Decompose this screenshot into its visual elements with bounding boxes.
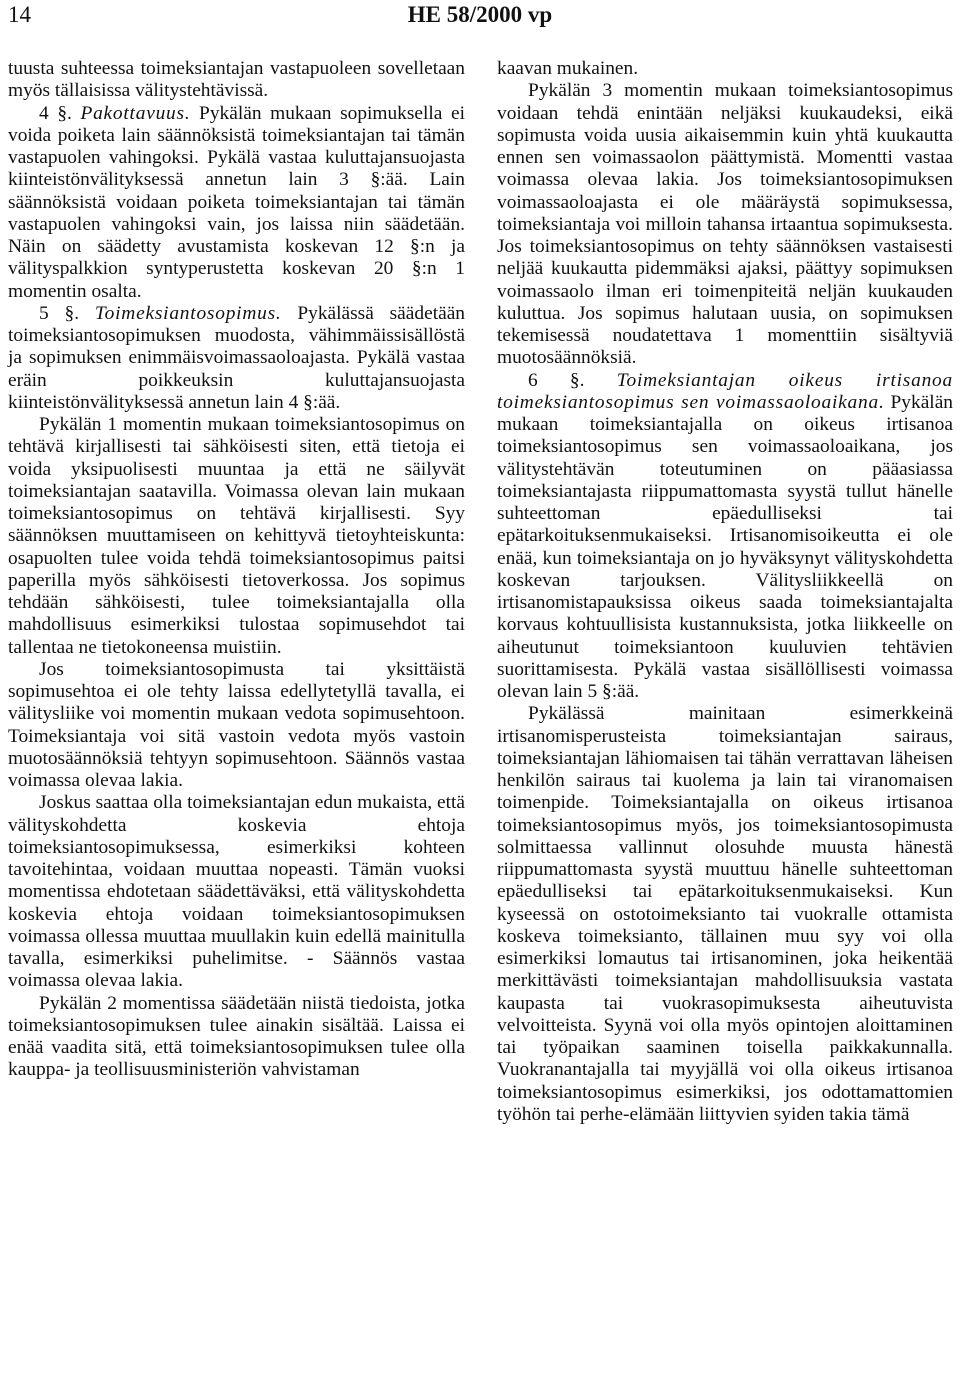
paragraph: Pykälän 2 momentissa säädetään niistä tiedoista, jotka toimeksiantosopimuksen tulee ainakin sisältää. Laissa ei enää vaadita sitä, että toimeksiantosopimuksen tulee olla kauppa- ja teollisuusministeriön vahvistaman [8, 992, 465, 1081]
right-column [497, 58, 953, 1126]
section-title: Toimeksiantajan oikeus irtisanoa toimeksiantosopimus sen voimassaoloaikana. [497, 369, 953, 413]
paragraph-section-6: 6 §. Toimeksiantajan oikeus irtisanoa toimeksiantosopimus sen voimassaoloaikana. Pykälän mukaan toimeksiantajalla on oikeus irtisanoa toimeksiantosopimus sen voimassaoloaikana, jos välitystehtävän toteutuminen on pääasiassa toimeksiantajasta riippumattomasta syystä tullut hänelle suhteettoman epäedulliseksi tai epätarkoituksenmukaiseksi. Irtisanomisoikeutta ei ole enää, kun toimeksiantaja on jo hyväksynyt välityskohdetta koskevan tarjouksen. Välitysliikkeellä on irtisanomistapauksissa oikeus saada toimeksiantajalta korvaus kohtuullisista kustannuksista, jotka liikkeelle on aiheutunut toimeksiantoon kuuluvien tehtävien suorittamisesta. Pykälä vastaa sisällöllisesti voimassa olevan lain 5 §:ää. [497, 369, 953, 702]
paragraph: Pykälässä mainitaan esimerkkeinä irtisanomisperusteista toimeksiantajan sairaus, toimeksiantajan lähiomaisen tai tähän verrattavan läheisen henkilön sairaus tai kuolema ja lain tai viranomaisen toimenpide. Toimeksiantajalla on oikeus irtisanoa toimeksiantosopimus myös, jos toimeksiantosopimusta solmittaessa vallinnut olosuhde muusta hänestä riippumattomasta syystä muuttuu hänelle suhteettoman epäedulliseksi tai epätarkoituksenmukaiseksi. Kun kyseessä on ostotoimeksianto tai vuokralle ottamista koskeva toimeksianto, tällainen muu syy voi olla esimerkiksi lomautus tai irtisanominen, joka heikentää merkittävästi toimeksiantajan mahdollisuuksia vastata kaupasta tai vuokrasopimuksesta aiheutuvista velvoitteista. Syynä voi olla myös opintojen aloittaminen tai työpaikan saaminen toisella paikkakunnalla. Vuokranantajalla tai myyjällä voi olla oikeus irtisanoa toimeksiantosopimus esimerkiksi, jos odottamattomien työhön tai perhe-elämään liittyvien syiden takia tämä [497, 703, 953, 1125]
page-header [0, 0, 960, 40]
paragraph: Joskus saattaa olla toimeksiantajan edun mukaista, että välityskohdetta koskevia ehtoja toimeksiantosopimuksessa, esimerkiksi kohteen tavoitehintaa, voidaan muuttaa nopeasti. Tämän vuoksi momentissa ehdotetaan säädettäväksi, että välityskohdetta koskevia ehtoja voidaan toimeksiantosopimuksen voimassa ollessa muuttaa muullakin kuin edellä mainitulla tavalla, esimerkiksi puhelimitse. - Säännös vastaa voimassa olevaa lakia. [8, 792, 465, 992]
paragraph-section-4: 4 §. Pakottavuus. Pykälän mukaan sopimuksella ei voida poiketa lain säännöksistä toimeksiantajan tai tämän vastapuolen vahingoksi. Pykälä vastaa kuluttajansuojasta kiinteistönvälityksessä annetun lain 3 §:ää. Lain säännöksistä voidaan poiketa toimeksiantajan tai tämän vastapuolen vahingoksi vain, jos laissa niin säädetään. Näin on säädetty avustamista koskevan 12 §:n ja välityspalkkion syntyperustetta koskevan 20 §:n 1 momentin osalta. [8, 102, 465, 302]
paragraph-section-5: 5 §. Toimeksiantosopimus. Pykälässä säädetään toimeksiantosopimuksen muodosta, vähimmäissisällöstä ja sopimuksen enimmäisvoimassaoloajasta. Pykälä vastaa eräin poikkeuksin kuluttajansuojasta kiinteistönvälityksessä annetun lain 4 §:ää. [8, 302, 465, 413]
section-title: Pakottavuus. [80, 102, 191, 124]
paragraph: tuusta suhteessa toimeksiantajan vastapuoleen sovelletaan myös tällaisissa välitystehtävissä. [8, 58, 465, 102]
paragraph: kaavan mukainen. [497, 58, 639, 79]
page-number: 14 [8, 2, 31, 27]
document-id: HE 58/2000 vp [407, 2, 553, 27]
paragraph: Pykälän 3 momentin mukaan toimeksiantosopimus voidaan tehdä enintään neljäksi kuukaudeksi, eikä sopimusta voida uusia aikaisemmin kuin yhtä kuukautta ennen sen voimassaolon päättymistä. Momentti vastaa voimassa olevaa lakia. Jos toimeksiantosopimuksen voimassaoloajasta ei ole määräystä sopimuksessa, toimeksiantaja voi milloin tahansa irtaantua sopimuksesta. Jos toimeksiantosopimus on tehty säännöksen vastaisesti neljää kuukautta pidemmäksi ajaksi, päättyy sopimuksen voimassaolo ilman eri toimenpiteitä neljän kuukauden kuluttua. Jos sopimus halutaan uusia, on sopimuksen tekemisessä noudatettava 1 momenttiin sisältyviä muotosäännöksiä. [497, 80, 953, 369]
paragraph: Jos toimeksiantosopimusta tai yksittäistä sopimusehtoa ei ole tehty laissa edellytetyllä tavalla, ei välitysliike voi momentin mukaan vedota sopimusehtoon. Toimeksiantaja voi sitä vastoin vedota myös vastoin muotosäännöksiä tehtyyn sopimusehtoon. Säännös vastaa voimassa olevaa lakia. [8, 658, 465, 791]
section-title: Toimeksiantosopimus. [94, 302, 282, 324]
paragraph: Pykälän 1 momentin mukaan toimeksiantosopimus on tehtävä kirjallisesti tai sähköisesti siten, että tietoja ei voida yksipuolisesti muuntaa ja että ne säilyvät toimeksiantajan saatavilla. Voimassa olevan lain mukaan toimeksiantosopimus on tehtävä kirjallisesti. Syy säännöksen muuttamiseen on kehittyvä tietoyhteiskunta: osapuolten tulee voida tehdä toimeksiantosopimus paitsi paperilla myös sähköisesti tietoverkossa. Jos sopimus tehdään sähköisesti, tulee toimeksiantajalla olla mahdollisuus esimerkiksi tulostaa sopimusehdot tai tallentaa ne tietokoneensa muistiin. [8, 414, 465, 658]
left-column [8, 58, 465, 1082]
